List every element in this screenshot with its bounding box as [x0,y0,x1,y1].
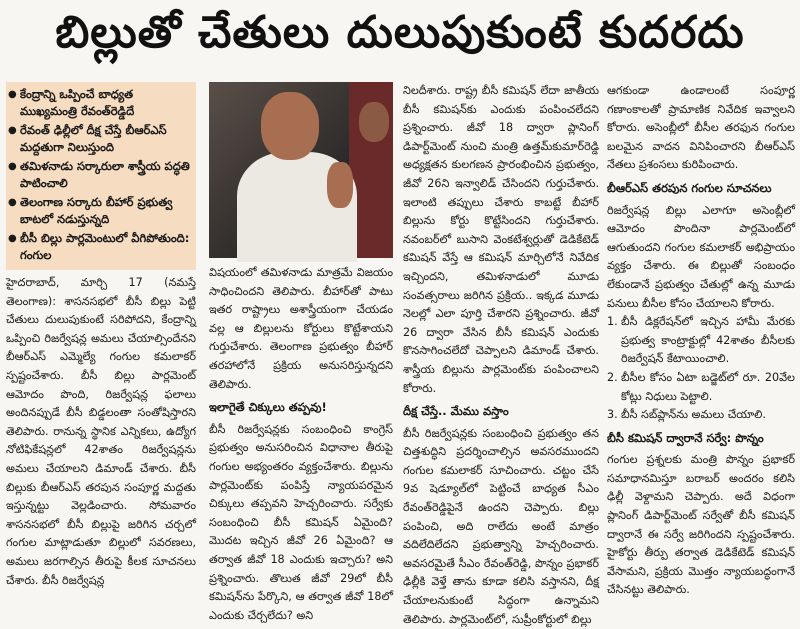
highlight-item: ● తెలంగాణ సర్కారు బీహార్ ప్రభుత్వ బాటలో నడుస్తున్నది [8,195,173,226]
article-text: గంగుల ప్రశ్నలకు మంత్రి పొన్నం ప్రభాకర్ సమాధానమిస్తూ బరాబర్ అందరం కలిసి ఢిల్లీ వెళ్దామని చెప్పారు. అదే విధంగా ప్లానింగ్ డిపార్ట్‌మెంట్ సర్వేతో బీసీ కమిషన్ ద్వారానే ఈ సర్వే జరిగిందని స్పష్టంచేశారు. హైకోర్టు తీర్పు తర్వాత డెడికేటెడ్ కమిషన్ వేసామని, ప్రక్రియ మొత్తం న్యాయబద్ధంగానే చేసినట్టు తెలిపారు. [607,453,795,597]
highlight-item: ● బీసీ బిల్లు పార్లమెంటులో వీగిపోతుంది: గంగుల [8,231,190,262]
list-item: 3. బీసీ సబ్‌ప్లాన్‌ను అమలు చేయాలి. [607,408,766,422]
speaker-photo [209,82,393,258]
article-text: రిజర్వేషన్ల బిల్లు ఎలాగూ అసెంబ్లీలో ఆమోదం పొందినా పార్లమెంట్‌లో ఆగుతుందని గంగుల కమలాకర్ అభిప్రాయం వ్యక్తం చేశారు. ఈ బిల్లుతో సంబంధం లేకుండానే ప్రభుత్వం చేతుల్లో ఉన్న మూడు పనులు బీసీల కోసం చేయాలని కోరారు. [607,203,795,310]
column-3 [403,82,599,626]
article-text: ఆగకుండా ఉండాలంటే సంపూర్ణ గణాంకాలతో ప్రామాణిక నివేదిక ఇవ్వాలని కోరారు. అసెంబ్లీలో బీసీల తరఫున గంగుల బలమైన వాదన వినిపించారని బీఆర్ఎస్ నేతలు ప్రశంసలు కురిపించారు. [607,84,795,172]
highlight-item: ● రేవంత్ ఢిల్లీలో దీక్ష చేస్తే బీఆర్ఎస్ మద్దతుగా నిలుస్తుంది [8,123,167,154]
article-text: బీసీ రిజర్వేషన్లకు సంబంధించి కాంగ్రెస్ ప్రభుత్వం అనుసరించిన విధానాల తీరుపై గంగుల అభ్యంతరం వ్యక్తంచేశారు. బిల్లును పార్లమెంట్‌కు పంపిస్తే న్యాయపరమైన చిక్కులు తప్పవని హెచ్చరించారు. సర్వేకు సంబంధించి బీసీ కమిషన్ ఏమైంది? మొదట ఇచ్చిన జీవో 26 ఏమైంది? ఆ తర్వాత జీవో 18 ఎందుకు ఇచ్చారు? అని ప్రశ్నించారు. తొలుత జీవో 29లో బీసీ కమిషన్‌ను పేర్కొని, ఆ తర్వాత జీవో 18లో ఎందుకు చేర్చలేదు? అని [209,422,393,622]
highlights-box [6,82,196,270]
subheading: బీసీ కమిషన్ ద్వారానే సర్వే: పొన్నం [607,430,764,445]
subheading: ఇలాగైతే చిక్కులు తప్పవు! [209,400,327,415]
bullet-icon: ● [8,161,17,172]
column-2 [209,82,393,622]
bullet-icon: ● [8,89,17,100]
subheading: బీఆర్ఎస్ తరపున గంగుల సూచనలు [607,180,772,195]
column-4 [607,82,795,597]
article-text: నిలదీశారు. రాష్ట్ర బీసీ కమిషన్ లేదా జాతీయ బీసీ కమిషన్‌కు ఎందుకు పంపించలేదని ప్రశ్నించారు. జీవో 18 ద్వారా ప్లానింగ్ డిపార్ట్‌మెంట్ నుంచి మంత్రి ఉత్తమ్‌కుమార్‌రెడ్డి అధ్యక్షతన కులగణన ప్రారంభించిన ప్రభుత్వం, జీవో 26ని ఇన్వాలిడ్ చేసిందని గుర్తుచేశారు. ఇలాంటి తప్పులు చేశారు కాబట్టే బీహార్ బిల్లును కోర్టు కొట్టేసిందని గుర్తుచేశారు. నవంబర్‌లో బుసాని వెంకటేశ్వర్లుతో డెడికేటెడ్ కమిషన్ వేస్తే ఆ కమిషన్ మార్చిలోనే నివేదిక ఇచ్చిందని, తమిళనాడులో మూడు సంవత్సరాలు జరిగిన ప్రక్రియ.. ఇక్కడ మూడు నెలల్లో ఎలా పూర్తి చేశారని ప్రశ్నించారు. జీవో 26 ద్వారా వేసిన బీసీ కమిషన్ ఎందుకు కొనసాగించలేదో చెప్పాలని డిమాండ్ చేశారు. శాస్త్రీయ బిల్లును పార్లమెంట్‌కు పంపించాలని కోరారు. [403,84,599,395]
subheading: దీక్ష చేస్తే.. మేము వస్తాం [403,404,509,419]
highlight-item: ● కేంద్రాన్ని ఒప్పించే బాధ్యత ముఖ్యమంత్రి రేవంత్‌రెడ్డిదే [8,87,135,118]
article-text: విషయంలో తమిళనాడు మాత్రమే విజయం సాధించిందని తెలిపారు. బీహార్‌తో పాటు ఇతర రాష్ట్రాలు అశాస్త్రీయంగా చేయడం వల్ల ఆ బిల్లులను కోర్టులు కొట్టేశాయని గుర్తుచేశారు. తెలంగాణ ప్రభుత్వం బీహార్ తరహాలోనే ప్రక్రియ అనుసరిస్తున్నదని తెలిపారు. [209,266,393,391]
bullet-icon: ● [8,233,17,244]
column-1 [6,82,196,587]
highlight-item: ● తమిళనాడు సర్కారులా శాస్త్రీయ పద్ధతి పాటించాలి [8,159,190,190]
list-item: 1. బీసీ డిక్లరేషన్‌లో ఇచ్చిన హామీ మేరకు ప్రభుత్వ కాంట్రాక్టుల్లో 42శాతం బీసీలకు రిజర్వేషన్ కేటాయించాలి. [607,315,795,366]
list-item: 2. బీసీల కోసం ఏటా బడ్జెట్‌లో రూ. 20వేల కోట్లు నిధులు పెట్టాలి. [607,370,795,403]
bullet-icon: ● [8,125,17,136]
headline: బిల్లుతో చేతులు దులుపుకుంటే కుదరదు [55,7,745,58]
bullet-icon: ● [8,197,17,208]
article-text: బీసీ రిజర్వేషన్లకు సంబంధించి ప్రభుత్వం తన చిత్తశుద్ధిని ప్రదర్శించాల్సిన అవసరముందని గంగుల కమలాకర్ సూచించారు. చట్టం చేసే 9వ షెడ్యూల్‌లో పెట్టించే బాధ్యత సీఎం రేవంత్‌రెడ్డిపైనే ఉందని చెప్పారు. బిల్లు పంపించి, అది రాలేదు అంటే మాత్రం వదిలేదిలేదని ప్రభుత్వాన్ని హెచ్చరించారు. అవసరమైతే సీఎం రేవంత్‌రెడ్డి, పొన్నం ప్రభాకర్ ఢిల్లీకి వెళ్తే తాను కూడా కలిసి వస్తానని, దీక్ష చేయాలనుకుంటే సిద్ధంగా ఉన్నామని తెలిపారు. పార్లమెంట్‌లో, సుప్రీంకోర్టులో బిల్లు [403,426,599,626]
article-text: హైదరాబాద్, మార్చి 17 (నమస్తే తెలంగాణ): శాసనసభలో బీసీ బిల్లు పెట్టి చేతులు దులుపుకుంటే సరిపోదని, కేంద్రాన్ని ఒప్పించి రిజర్వేషన్ల అమలు చేయాల్సిందేనని బీఆర్ఎస్ ఎమ్మెల్యే గంగుల కమలాకర్ స్పష్టంచేశారు. బీసీ బిల్లు పార్లమెంట్ ఆమోదం పొంది, రిజర్వేషన్ల ఫలాలు అందినప్పుడే బీసీ బిడ్డలంతా సంతోషిస్తారని తెలిపారు. రానున్న స్థానిక ఎన్నికలు, ఉద్యోగ నోటిఫికేషన్లలో 42శాతం రిజర్వేషన్లను అమలు చేయాలని డిమాండ్ చేశారు. బీసీ బిల్లుకు బీఆర్ఎస్ తరపున సంపూర్ణ మద్దతు ఇస్తున్నట్టు వెల్లడించారు. సోమవారం శాసనసభలో బీసీ బిల్లుపై జరిగిన చర్చలో గంగుల మాట్లాడుతూ బిల్లులో సవరణలు, అమలు జరగాల్సిన తీరుపై కీలక సూచనలు చేశారు. బీసీ రిజర్వేషన్ల [6,276,196,587]
